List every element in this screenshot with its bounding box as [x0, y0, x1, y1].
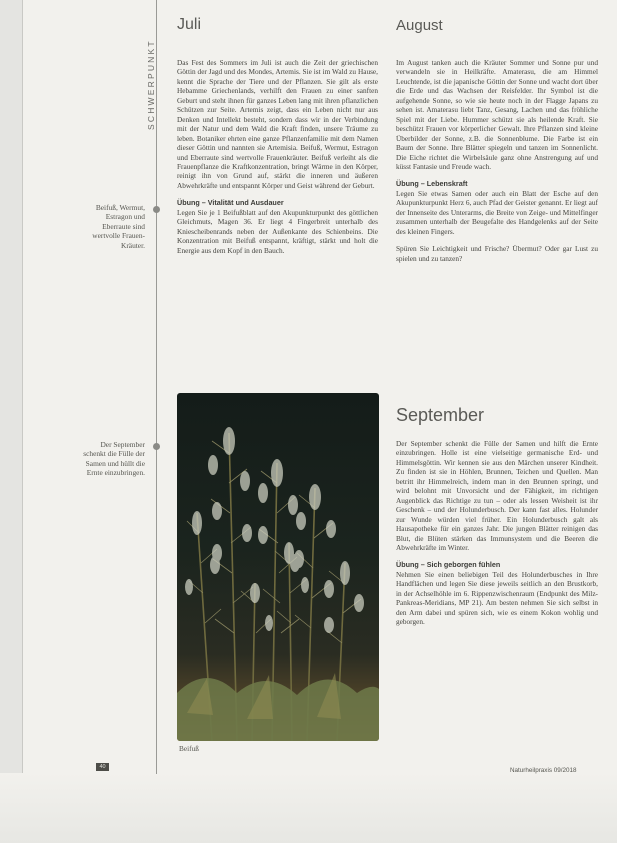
section-label: SCHWERPUNKT [146, 39, 156, 130]
mugwort-photo [177, 393, 379, 741]
mugwort-plant-illustration [177, 393, 379, 741]
column-august [396, 58, 598, 263]
column-september [396, 439, 598, 627]
heading-september: September [396, 405, 485, 425]
september-body: Der September schenkt die Fülle der Samen und hilft die Ernte einzubringen. Holle ist eine vielseitige germanische Erd- und Himmelsgöttin. Wir kennen sie aus den Märchen unserer Kindheit. Zu finden ist sie in Höhlen, Brunnen, Teichen und Quellen. Man betritt ihr Himmelreich, indem man in den Brunnen springt, und wird belohnt mit Unvorsicht und der Fähigkeit, im richtigen Augenblick das Richtige zu tun – oder als lessen Weisheit ist ihr Geschenk – und der Holunderbusch. Der kann fast alles. Holunder zur Wunde würden viel früher. Ein Holunderbusch galt als Hausapotheke für ein ganzes Jahr. Die jungen Blätter reinigen das Blut, die Blüten stärken das Immunsystem und die Beeren die Abwehrkräfte im Winter. [396, 439, 598, 552]
margin-marker-dot [153, 206, 160, 213]
juli-exercise-body: Legen Sie je 1 Beifußblatt auf den Akupunkturpunkt des göttlichen Gleichmuts, Magen 36. Er liegt 4 Fingerbreit unterhalb des Kniescheibenrands neben der Außenkante des Schienbeins. Die Konzentration mit Beifuß entspannt, kräftigt, stärkt und holt die Energie aus dem Kopf in den Bauch. [177, 207, 378, 255]
september-exercise-title: Übung – Sich geborgen fühlen [396, 560, 501, 570]
page-edge [0, 0, 22, 843]
page-edge-line [22, 0, 23, 843]
page-bottom [0, 773, 617, 843]
page-number: 40 [99, 764, 106, 770]
august-exercise-title: Übung – Lebenskraft [396, 179, 468, 189]
margin-marker-dot [153, 443, 160, 450]
photo-caption: Beifuß [179, 744, 199, 753]
juli-exercise-title: Übung – Vitalität und Ausdauer [177, 198, 284, 208]
side-note-september: Der September schenkt die Fülle der Samen und hüllt die Erntе einzubringen. [83, 440, 145, 478]
september-exercise-body: Nehmen Sie einen beliebigen Teil des Holunderbusches in Ihre Handflächen und legen Sie diese jeweils seitlich an den Brustkorb, in der Achselhöhle im 6. Rippenzwischenraum (Endpunkt des Milz-Pankreas-Meridians, MP 21). Am besten nehmen Sie sich selbst in den Arm dabei und spüren sich, wie es einem Kokon wohlig und geborgen. [396, 569, 598, 627]
column-juli [177, 58, 378, 255]
august-closing: Spüren Sie Leichtigkeit und Frische? Übermut? Oder gar Lust zu spielen und zu tanzen? [396, 244, 598, 263]
august-exercise-body: Legen Sie etwas Samen oder auch ein Blatt der Esche auf den Akupunkturpunkt Herz 6, auch Pfad der Geister genannt. Er liegt auf der Innenseite des Unterarms, die Breite von Zeige- und Mittelfinger zusammen unterhalb der Beugefalte des Handgelenks auf der Seite des kleinen Fingers. [396, 188, 598, 236]
heading-juli: Juli [177, 16, 202, 33]
magazine-footer: Naturheilpraxis 09/2018 [510, 767, 577, 774]
juli-body: Das Fest des Sommers im Juli ist auch die Zeit der griechischen Göttin der Jagd und des Mondes, Artemis. Sie ist im Wald zu Hause, kennt die Sprache der Tiere und der Pflanzen. Sie gilt als erste Hebamme Griechenlands, verhilft den Frauen zu einer sanften Geburt und steht ihnen für ganzes Leben lang mit ihren pflanzlichen Schützen zur Seite. Artemis zeigt, dass ein Leben nicht nur aus Denken und Intellekt besteht, sondern dass wir in der Verbindung mit der Natur und dem Wald die Kraft finden, unsere Träume zu leben. Botaniker ehrten eine ganze Pflanzenfamilie mit dem Namen dieser Göttin und nannten sie Artemisia. Beifuß, Wermut, Estragon und Eberraute sind wertvolle Frauenkräuter. Beifuß verleiht als die Frauenpflanze die Kraftkonzentration, bringt Wärme in den Körper, reinigt ihn von Grund auf, stärkt die inneren und äußeren Abwehrkräfte und entspannt Körper und Geist während der Geburt. [177, 58, 378, 190]
side-note-herbs: Beifuß, Wermut, Estragon und Eberraute sind wertvolle Frauen-Kräuter. [92, 203, 145, 250]
august-body: Im August tanken auch die Kräuter Sommer und Sonne pur und verwandeln sie in Heilkräfte. Amaterasu, die am Himmel Leuchtende, ist die japanische Göttin der Sonne und wacht dort über die Erde und das Wachsen der Reisfelder. Ihr Symbol ist die aufgehende Sonne, so wie sie heute noch in der Flagge Japans zu sehen ist. Amaterasu liebt Tanz, Gesang, Lachen und das fröhliche Spiel mit der Liebe. Hummer schützt sie als heilende Kraft. Sie beschützt Frauen vor körperlicher Gewalt. Ihre Pflanzen sind kleine Überbilder der Sonne, z.B. die Sonnenblume. Die Farbe ist ein Baum der Sonne. Ihre Blätter spiegeln und tanzen im Sonnenlicht. Die Eiche richtet die Wirbelsäule ganz ohne Anstrengung auf und küsst Fantasie und Freude wach. [396, 58, 598, 171]
heading-august: August [396, 17, 443, 34]
